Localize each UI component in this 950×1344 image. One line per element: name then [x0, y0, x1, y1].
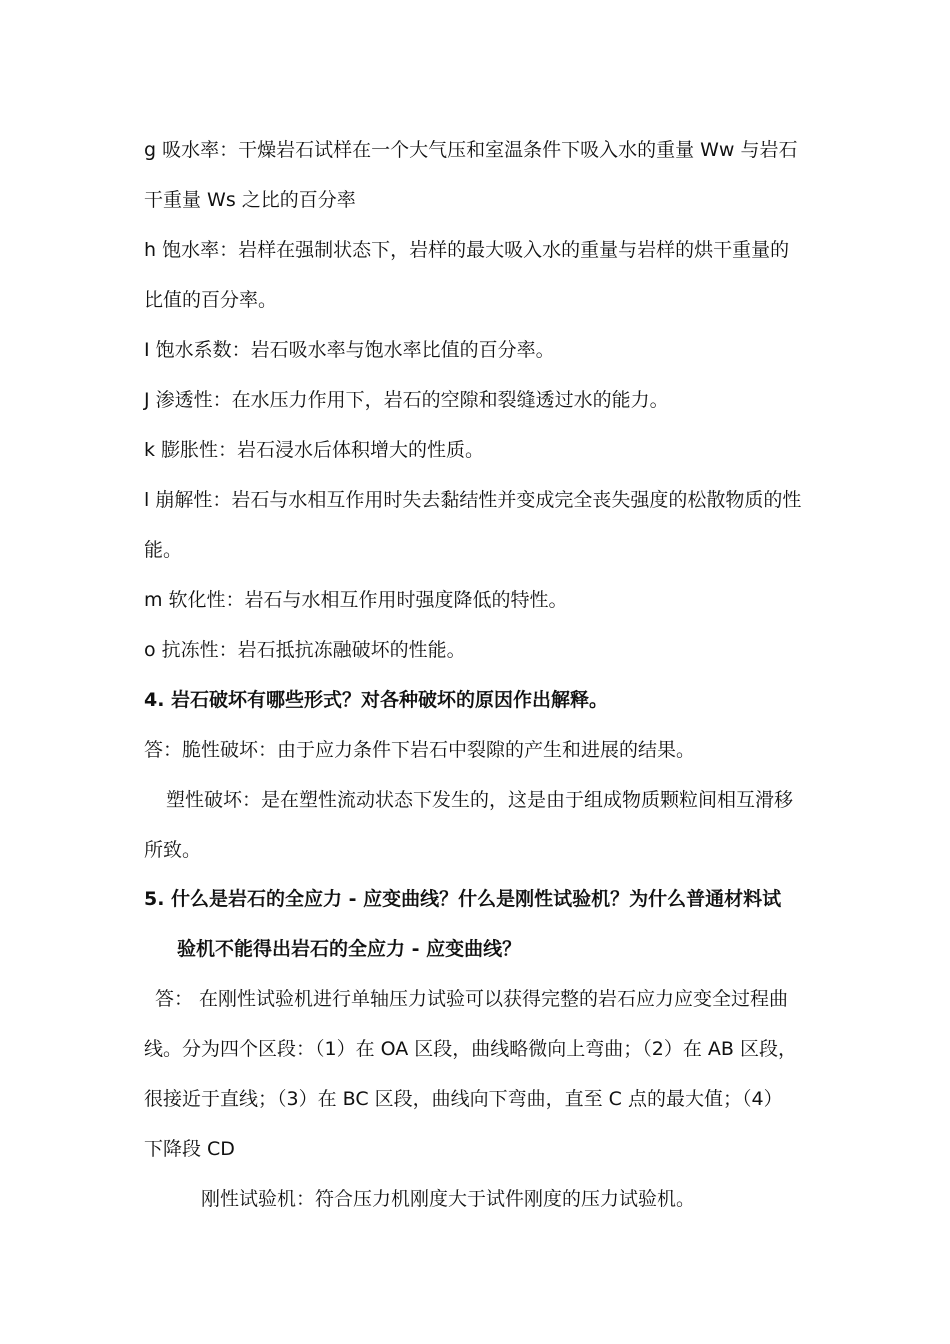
- answer-4-plastic-failure-line-1: 塑性破坏：是在塑性流动状态下发生的，这是由于组成物质颗粒间相互滑移: [166, 789, 794, 811]
- answer-5-line-2: 线。分为四个区段：（1）在 OA 区段，曲线略微向上弯曲；（2）在 AB 区段，: [144, 1038, 797, 1060]
- answer-4-plastic-failure-line-2: 所致。: [144, 839, 202, 861]
- definition-disintegration-line-2: 能。: [144, 539, 183, 561]
- answer-4-brittle-failure: 答：脆性破坏：由于应力条件下岩石中裂隙的产生和进展的结果。: [144, 739, 696, 761]
- question-4-heading: 4. 岩石破坏有哪些形式？对各种破坏的原因作出解释。: [144, 689, 609, 711]
- answer-5-rigid-machine: 刚性试验机：符合压力机刚度大于试件刚度的压力试验机。: [201, 1188, 696, 1210]
- definition-saturation-line-2: 比值的百分率。: [144, 289, 278, 311]
- question-5-heading-line-2: 验机不能得出岩石的全应力 - 应变曲线？: [177, 938, 522, 960]
- answer-5-line-3: 很接近于直线；（3）在 BC 区段，曲线向下弯曲，直至 C 点的最大值；（4）: [144, 1088, 783, 1110]
- definition-water-absorption-line-2: 干重量 Ws 之比的百分率: [144, 189, 356, 211]
- definition-softening: m 软化性：岩石与水相互作用时强度降低的特性。: [144, 589, 568, 611]
- answer-5-line-4: 下降段 CD: [144, 1138, 235, 1160]
- definition-permeability: J 渗透性：在水压力作用下，岩石的空隙和裂缝透过水的能力。: [144, 389, 669, 411]
- definition-water-absorption-line-1: g 吸水率：干燥岩石试样在一个大气压和室温条件下吸入水的重量 Ww 与岩石: [144, 139, 798, 161]
- answer-5-line-1: 答： 在刚性试验机进行单轴压力试验可以获得完整的岩石应力应变全过程曲: [155, 988, 789, 1010]
- definition-frost-resistance: o 抗冻性：岩石抵抗冻融破坏的性能。: [144, 639, 466, 661]
- definition-disintegration-line-1: l 崩解性：岩石与水相互作用时失去黏结性并变成完全丧失强度的松散物质的性: [144, 489, 802, 511]
- question-5-heading-line-1: 5. 什么是岩石的全应力 - 应变曲线？什么是刚性试验机？为什么普通材料试: [144, 888, 782, 910]
- definition-saturation-coefficient: I 饱水系数：岩石吸水率与饱水率比值的百分率。: [144, 339, 555, 361]
- definition-swelling: k 膨胀性：岩石浸水后体积增大的性质。: [144, 439, 485, 461]
- definition-saturation-line-1: h 饱水率：岩样在强制状态下，岩样的最大吸入水的重量与岩样的烘干重量的: [144, 239, 790, 261]
